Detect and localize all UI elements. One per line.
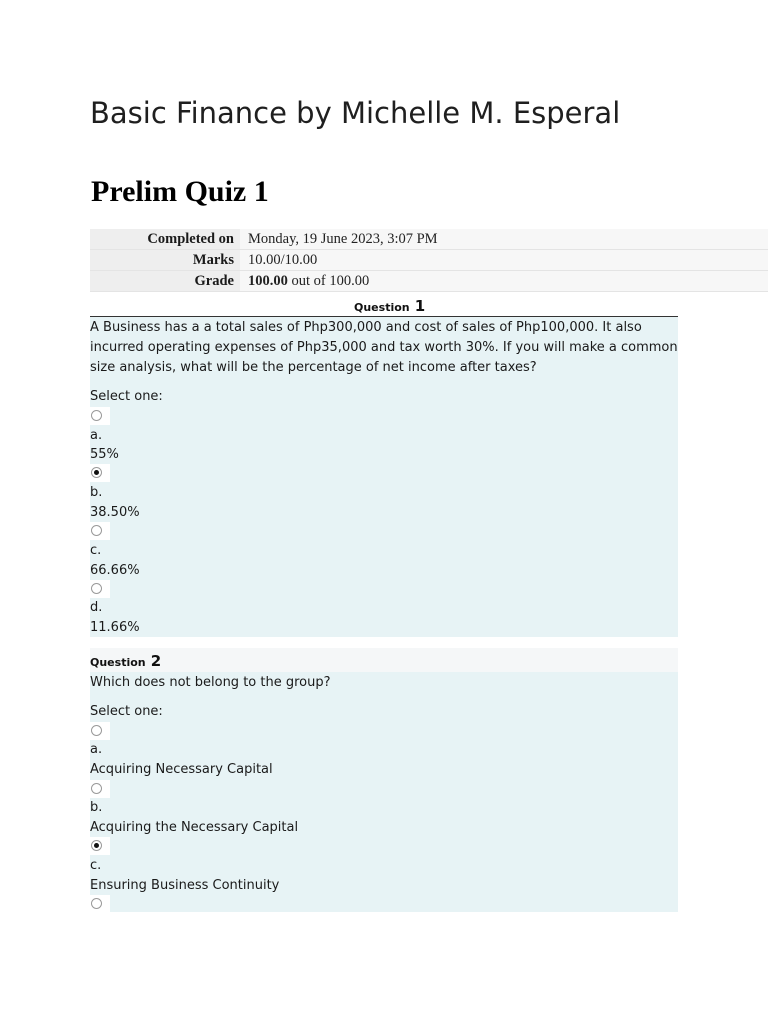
option-a-radio-row[interactable] [90,722,110,740]
radio-button-icon[interactable] [91,898,102,909]
marks-label: Marks [90,250,240,271]
grade-suffix: out of 100.00 [287,273,370,289]
option-d-letter: d. [90,600,103,615]
completed-label: Completed on [90,229,240,250]
option-b-radio-row[interactable] [90,780,110,798]
question-1-heading [354,296,425,315]
option-d-radio-row[interactable] [90,580,110,598]
option-a-radio-row[interactable] [90,407,110,425]
completed-value: Monday, 19 June 2023, 3:07 PM [240,229,768,250]
grade-label: Grade [90,271,240,292]
grade-value [240,271,768,292]
question-word: Question [354,301,410,314]
select-one-label: Select one: [90,389,163,404]
option-b-text[interactable]: 38.50% [90,505,140,520]
marks-value: 10.00/10.00 [240,250,768,271]
option-d-text[interactable]: 11.66% [90,620,140,635]
option-a-text[interactable]: 55% [90,447,119,462]
grade-score: 100.00 [248,273,288,289]
question-2-heading [90,651,161,670]
radio-button-selected-icon[interactable] [91,840,102,851]
option-c-radio-row[interactable] [90,837,110,855]
option-a-text[interactable]: Acquiring Necessary Capital [90,762,273,777]
option-c-text[interactable]: Ensuring Business Continuity [90,878,280,893]
option-c-letter: c. [90,543,102,558]
radio-button-icon[interactable] [91,525,102,536]
summary-row-marks [90,250,768,271]
option-b-letter: b. [90,800,103,815]
attempt-summary-table [90,229,768,292]
option-c-radio-row[interactable] [90,522,110,540]
question-1-text: A Business has a a total sales of Php300,000 and cost of sales of Php100,000. It also incurred operating expenses of Php35,000 and tax worth 30%. If you will make a common size analysis, what will be the percentage of net income after taxes? [90,320,678,375]
option-b-radio-row[interactable] [90,464,110,482]
question-2-header-bar [90,648,678,672]
question-word: Question [90,656,146,669]
radio-button-icon[interactable] [91,783,102,794]
radio-button-icon[interactable] [91,725,102,736]
question-2-box [90,672,678,912]
question-1-box [90,317,678,637]
option-c-text[interactable]: 66.66% [90,563,140,578]
question-number: 2 [150,652,162,670]
summary-row-completed [90,229,768,250]
radio-button-selected-icon[interactable] [91,467,102,478]
select-one-label: Select one: [90,704,163,719]
option-c-letter: c. [90,858,102,873]
quiz-title: Prelim Quiz 1 [91,175,269,208]
question-number: 1 [414,297,426,315]
radio-button-icon[interactable] [91,583,102,594]
question-2-text: Which does not belong to the group? [90,675,331,690]
option-d-radio-row[interactable] [90,895,110,913]
summary-row-grade [90,271,768,292]
radio-button-icon[interactable] [91,410,102,421]
option-b-letter: b. [90,485,103,500]
option-a-letter: a. [90,742,103,757]
option-a-letter: a. [90,428,103,443]
option-b-text[interactable]: Acquiring the Necessary Capital [90,820,299,835]
document-title: Basic Finance by Michelle M. Esperal [90,96,621,130]
